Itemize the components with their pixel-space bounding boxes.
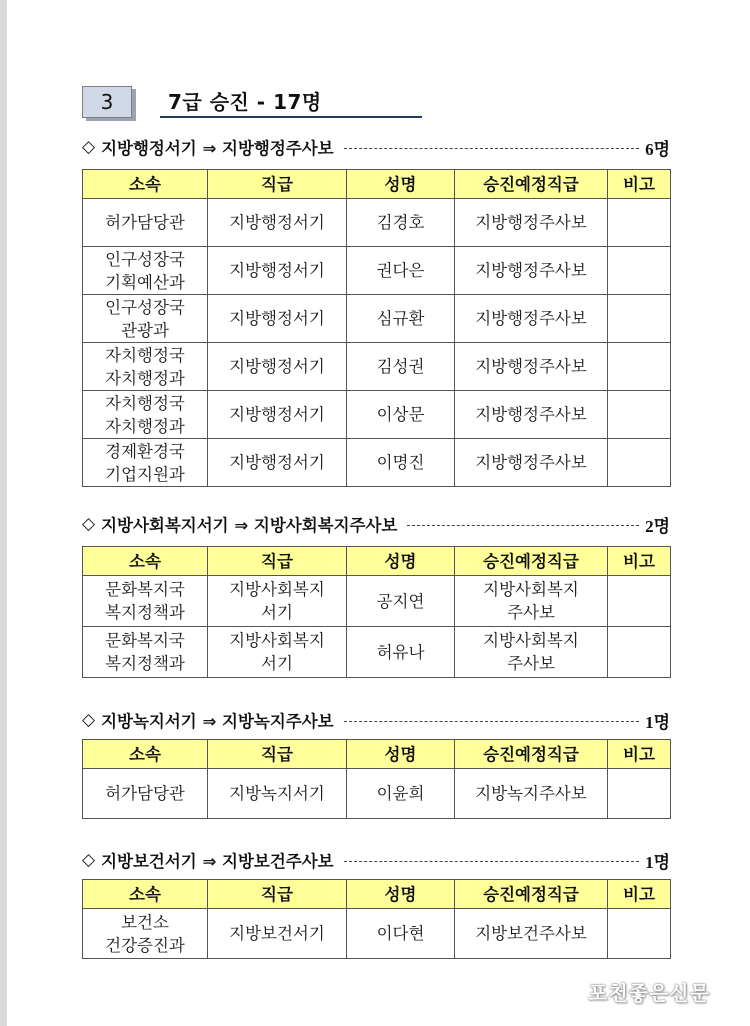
table-row [83,627,671,678]
cell-promoted-grade: 지방행정주사보 [455,391,608,439]
dashed-leader [344,721,639,722]
cell-grade: 지방보건서기 [208,909,347,959]
header-promoted-grade: 승진예정직급 [455,170,608,199]
cell-promoted-grade: 지방사회복지 주사보 [455,576,608,627]
table-header-row [83,170,671,199]
cell-dept: 자치행정국 자치행정과 [83,343,208,391]
cell-dept: 허가담당관 [83,769,208,819]
cell-grade: 지방행정서기 [208,247,347,295]
cell-dept: 자치행정국 자치행정과 [83,391,208,439]
cell-promoted-grade: 지방보건주사보 [455,909,608,959]
table-row [83,343,671,391]
table-row [83,576,671,627]
category-count: 1명 [645,852,670,872]
category-header-green [82,707,670,733]
cell-dept: 문화복지국 복지정책과 [83,627,208,678]
cell-note [608,439,671,487]
table-row [83,199,671,247]
header-grade: 직급 [208,740,347,769]
header-note: 비고 [608,170,671,199]
cell-dept: 인구성장국 관광과 [83,295,208,343]
table-row [83,439,671,487]
cell-note [608,199,671,247]
cell-grade: 지방행정서기 [208,439,347,487]
header-note: 비고 [608,880,671,909]
cell-note [608,343,671,391]
header-grade: 직급 [208,880,347,909]
table-health [82,879,671,959]
cell-promoted-grade: 지방행정주사보 [455,295,608,343]
table-row [83,909,671,959]
header-name: 성명 [347,547,455,576]
dashed-leader [407,525,639,526]
cell-name: 권다은 [347,247,455,295]
cell-grade: 지방사회복지 서기 [208,627,347,678]
cell-promoted-grade: 지방행정주사보 [455,247,608,295]
header-promoted-grade: 승진예정직급 [455,740,608,769]
table-row [83,769,671,819]
cell-dept: 보건소 건강증진과 [83,909,208,959]
header-dept: 소속 [83,740,208,769]
header-dept: 소속 [83,880,208,909]
cell-name: 이다현 [347,909,455,959]
header-name: 성명 [347,170,455,199]
cell-name: 김성권 [347,343,455,391]
header-note: 비고 [608,547,671,576]
cell-promoted-grade: 지방행정주사보 [455,439,608,487]
cell-grade: 지방녹지서기 [208,769,347,819]
category-title: 지방사회복지서기 ⇒ 지방사회복지주사보 [101,516,398,535]
cell-promoted-grade: 지방행정주사보 [455,343,608,391]
category-title: 지방녹지서기 ⇒ 지방녹지주사보 [101,712,334,731]
header-dept: 소속 [83,170,208,199]
diamond-icon: ◇ [82,710,96,730]
cell-name: 이윤희 [347,769,455,819]
cell-dept: 문화복지국 복지정책과 [83,576,208,627]
cell-note [608,627,671,678]
table-header-row [83,547,671,576]
table-row [83,247,671,295]
header-dept: 소속 [83,547,208,576]
cell-note [608,391,671,439]
table-green [82,739,671,819]
newspaper-watermark: 포천좋은신문 [588,981,710,1005]
header-promoted-grade: 승진예정직급 [455,880,608,909]
header-name: 성명 [347,880,455,909]
table-admin [82,169,671,487]
cell-grade: 지방행정서기 [208,391,347,439]
cell-dept: 인구성장국 기획예산과 [83,247,208,295]
header-name: 성명 [347,740,455,769]
category-title: 지방보건서기 ⇒ 지방보건주사보 [101,852,334,871]
cell-name: 이상문 [347,391,455,439]
cell-dept: 경제환경국 기업지원과 [83,439,208,487]
cell-grade: 지방사회복지 서기 [208,576,347,627]
header-promoted-grade: 승진예정직급 [455,547,608,576]
table-row [83,391,671,439]
category-count: 1명 [645,712,670,732]
cell-grade: 지방행정서기 [208,199,347,247]
cell-name: 이명진 [347,439,455,487]
table-social-welfare [82,546,671,678]
cell-name: 김경호 [347,199,455,247]
diamond-icon: ◇ [82,850,96,870]
left-margin-rule [0,0,7,1026]
category-count: 6명 [645,139,670,159]
section-number-box: 3 [82,86,132,118]
cell-note [608,909,671,959]
section-title: 7급 승진 - 17명 [160,86,422,118]
category-header-admin [82,134,670,160]
table-header-row [83,740,671,769]
dashed-leader [344,148,639,149]
table-header-row [83,880,671,909]
cell-name: 심규환 [347,295,455,343]
header-note: 비고 [608,740,671,769]
table-row [83,295,671,343]
dashed-leader [344,861,639,862]
cell-note [608,576,671,627]
header-grade: 직급 [208,170,347,199]
category-header-social-welfare [82,511,670,537]
cell-grade: 지방행정서기 [208,295,347,343]
cell-note [608,247,671,295]
diamond-icon: ◇ [82,137,96,157]
diamond-icon: ◇ [82,514,96,534]
cell-grade: 지방행정서기 [208,343,347,391]
cell-name: 허유나 [347,627,455,678]
cell-note [608,769,671,819]
category-count: 2명 [645,516,670,536]
cell-name: 공지연 [347,576,455,627]
cell-dept: 허가담당관 [83,199,208,247]
category-header-health [82,847,670,873]
category-title: 지방행정서기 ⇒ 지방행정주사보 [101,139,334,158]
cell-promoted-grade: 지방사회복지 주사보 [455,627,608,678]
cell-promoted-grade: 지방녹지주사보 [455,769,608,819]
cell-promoted-grade: 지방행정주사보 [455,199,608,247]
cell-note [608,295,671,343]
header-grade: 직급 [208,547,347,576]
